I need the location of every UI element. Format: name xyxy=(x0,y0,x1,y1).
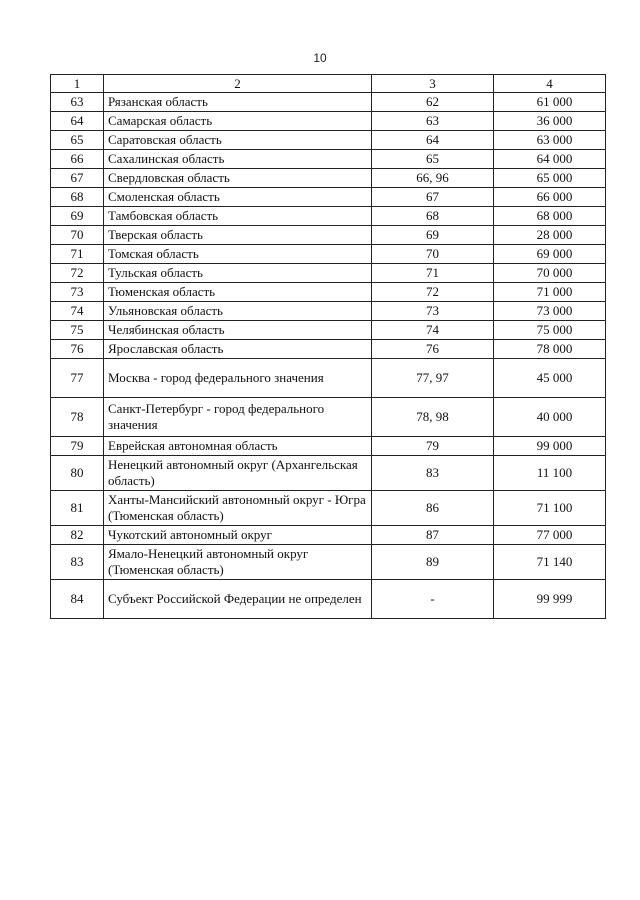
row-number: 84 xyxy=(51,580,104,619)
region-name: Томская область xyxy=(104,245,372,264)
row-number: 64 xyxy=(51,112,104,131)
region-value: 64 000 xyxy=(494,150,606,169)
table-row xyxy=(51,359,606,398)
header-col-1: 1 xyxy=(51,75,104,93)
region-name: Ямало-Ненецкий автономный округ (Тюменская область) xyxy=(104,545,372,580)
row-number: 71 xyxy=(51,245,104,264)
region-code: 77, 97 xyxy=(372,359,494,398)
row-number: 73 xyxy=(51,283,104,302)
header-col-2: 2 xyxy=(104,75,372,93)
region-name: Рязанская область xyxy=(104,93,372,112)
table-row xyxy=(51,456,606,491)
region-value: 77 000 xyxy=(494,526,606,545)
region-name: Москва - город федерального значения xyxy=(104,359,372,398)
regions-table xyxy=(50,74,606,619)
region-name: Ульяновская область xyxy=(104,302,372,321)
region-name: Сахалинская область xyxy=(104,150,372,169)
table-row xyxy=(51,545,606,580)
table-row xyxy=(51,150,606,169)
region-name: Саратовская область xyxy=(104,131,372,150)
region-code: 89 xyxy=(372,545,494,580)
table-row xyxy=(51,437,606,456)
region-value: 99 000 xyxy=(494,437,606,456)
region-name: Ярославская область xyxy=(104,340,372,359)
table-row xyxy=(51,188,606,207)
row-number: 80 xyxy=(51,456,104,491)
table-row xyxy=(51,112,606,131)
row-number: 82 xyxy=(51,526,104,545)
region-code: 62 xyxy=(372,93,494,112)
region-code: 74 xyxy=(372,321,494,340)
row-number: 66 xyxy=(51,150,104,169)
row-number: 63 xyxy=(51,93,104,112)
region-name: Еврейская автономная область xyxy=(104,437,372,456)
region-name: Смоленская область xyxy=(104,188,372,207)
table-row xyxy=(51,131,606,150)
row-number: 77 xyxy=(51,359,104,398)
row-number: 69 xyxy=(51,207,104,226)
table-row xyxy=(51,302,606,321)
table-row xyxy=(51,264,606,283)
region-code: - xyxy=(372,580,494,619)
table-row xyxy=(51,169,606,188)
row-number: 76 xyxy=(51,340,104,359)
table-row xyxy=(51,580,606,619)
row-number: 72 xyxy=(51,264,104,283)
region-code: 64 xyxy=(372,131,494,150)
table-body xyxy=(51,93,606,619)
region-name: Тамбовская область xyxy=(104,207,372,226)
table-row xyxy=(51,226,606,245)
table-row xyxy=(51,207,606,226)
table-row xyxy=(51,283,606,302)
table-row xyxy=(51,93,606,112)
region-name: Субъект Российской Федерации не определен xyxy=(104,580,372,619)
region-value: 73 000 xyxy=(494,302,606,321)
region-value: 28 000 xyxy=(494,226,606,245)
region-value: 61 000 xyxy=(494,93,606,112)
header-row xyxy=(51,75,606,93)
table-row xyxy=(51,526,606,545)
region-code: 87 xyxy=(372,526,494,545)
row-number: 78 xyxy=(51,398,104,437)
region-value: 11 100 xyxy=(494,456,606,491)
page-number: 10 xyxy=(313,51,327,65)
row-number: 74 xyxy=(51,302,104,321)
region-value: 78 000 xyxy=(494,340,606,359)
region-value: 70 000 xyxy=(494,264,606,283)
region-name: Чукотский автономный округ xyxy=(104,526,372,545)
region-name: Ненецкий автономный округ (Архангельская область) xyxy=(104,456,372,491)
region-value: 40 000 xyxy=(494,398,606,437)
row-number: 68 xyxy=(51,188,104,207)
header-col-4: 4 xyxy=(494,75,606,93)
region-code: 69 xyxy=(372,226,494,245)
region-code: 72 xyxy=(372,283,494,302)
region-name: Санкт-Петербург - город федерального значения xyxy=(104,398,372,437)
region-value: 68 000 xyxy=(494,207,606,226)
region-value: 75 000 xyxy=(494,321,606,340)
region-value: 71 140 xyxy=(494,545,606,580)
table-row xyxy=(51,398,606,437)
region-name: Свердловская область xyxy=(104,169,372,188)
row-number: 65 xyxy=(51,131,104,150)
header-col-3: 3 xyxy=(372,75,494,93)
row-number: 75 xyxy=(51,321,104,340)
region-code: 63 xyxy=(372,112,494,131)
row-number: 81 xyxy=(51,491,104,526)
region-code: 71 xyxy=(372,264,494,283)
region-code: 67 xyxy=(372,188,494,207)
table-row xyxy=(51,340,606,359)
table-row xyxy=(51,321,606,340)
row-number: 70 xyxy=(51,226,104,245)
region-value: 63 000 xyxy=(494,131,606,150)
region-value: 69 000 xyxy=(494,245,606,264)
region-code: 79 xyxy=(372,437,494,456)
region-code: 73 xyxy=(372,302,494,321)
region-name: Ханты-Мансийский автономный округ - Югра (Тюменская область) xyxy=(104,491,372,526)
row-number: 67 xyxy=(51,169,104,188)
region-value: 99 999 xyxy=(494,580,606,619)
region-code: 76 xyxy=(372,340,494,359)
region-code: 70 xyxy=(372,245,494,264)
region-name: Челябинская область xyxy=(104,321,372,340)
region-name: Тульская область xyxy=(104,264,372,283)
region-code: 66, 96 xyxy=(372,169,494,188)
table-row xyxy=(51,491,606,526)
region-value: 66 000 xyxy=(494,188,606,207)
region-value: 71 100 xyxy=(494,491,606,526)
region-code: 68 xyxy=(372,207,494,226)
region-code: 83 xyxy=(372,456,494,491)
row-number: 83 xyxy=(51,545,104,580)
region-code: 78, 98 xyxy=(372,398,494,437)
table-header xyxy=(51,75,606,93)
region-code: 86 xyxy=(372,491,494,526)
region-name: Тюменская область xyxy=(104,283,372,302)
region-value: 36 000 xyxy=(494,112,606,131)
region-code: 65 xyxy=(372,150,494,169)
region-name: Самарская область xyxy=(104,112,372,131)
row-number: 79 xyxy=(51,437,104,456)
region-value: 65 000 xyxy=(494,169,606,188)
region-value: 45 000 xyxy=(494,359,606,398)
region-value: 71 000 xyxy=(494,283,606,302)
table-row xyxy=(51,245,606,264)
region-name: Тверская область xyxy=(104,226,372,245)
